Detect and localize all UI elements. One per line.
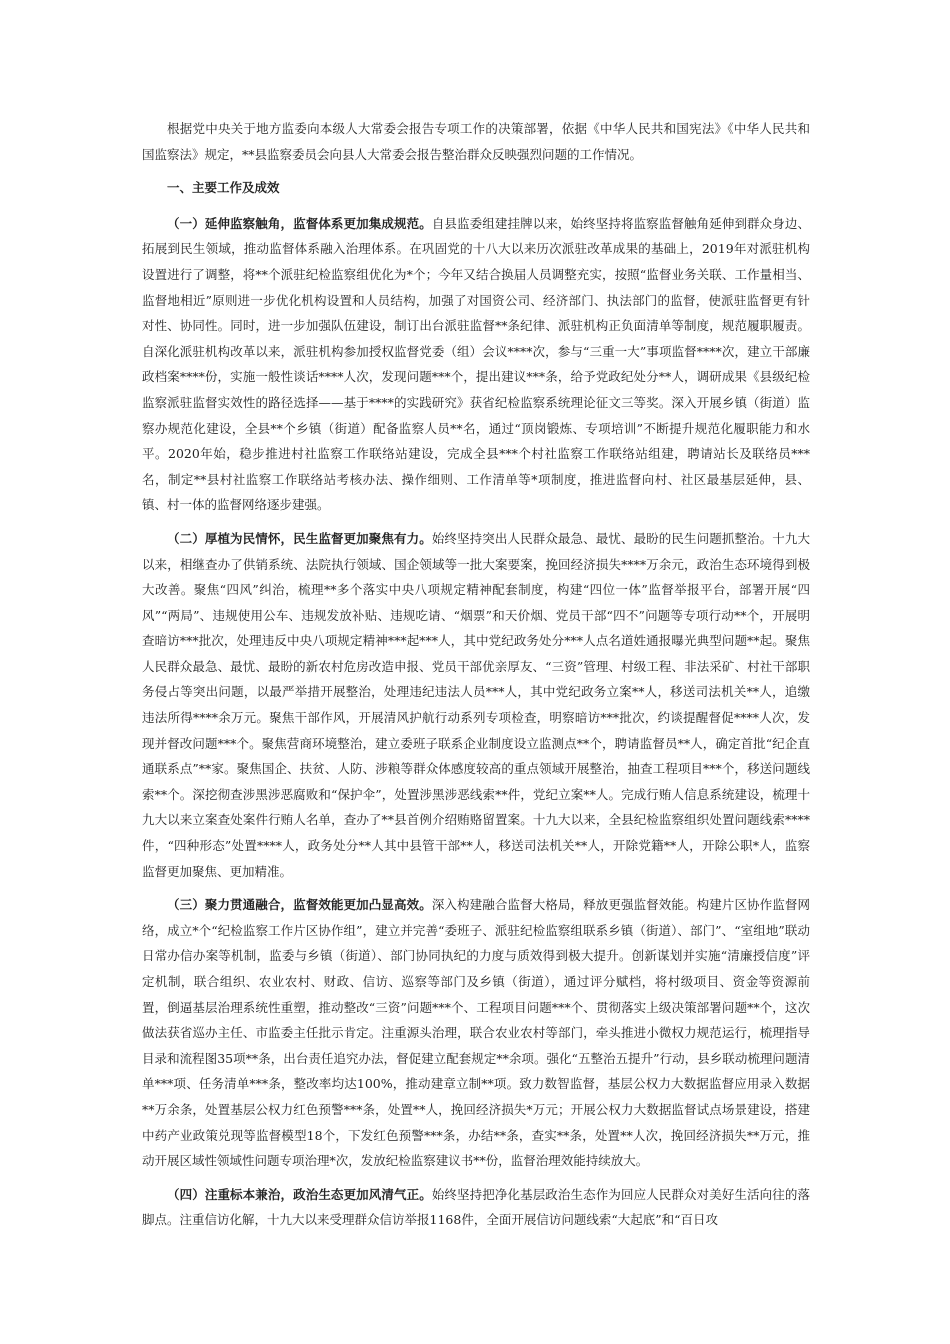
subsection-paragraph-2 xyxy=(142,526,810,884)
document-body xyxy=(142,116,810,1241)
subsection-body-4: 始终坚持把净化基层政治生态作为回应人民群众对美好生活向往的落脚点。注重信访化解，十九大以来受理群众信访举报1168件，全面开展信访问题线索“大起底”和“百日攻 xyxy=(142,1186,810,1228)
subsection-title-2: （二）厚植为民情怀，民生监督更加聚焦有力。 xyxy=(167,530,432,546)
subsection-title-4: （四）注重标本兼治，政治生态更加风清气正。 xyxy=(167,1186,432,1202)
subsection-body-3: 深入构建融合监督大格局，释放更强监督效能。构建片区协作监督网络，成立*个“纪检监察工作片区协作组”，建立并完善“委班子、派驻纪检监察组联系乡镇（街道）、部门”、“室组地”联动日常办信办案等机制，监委与乡镇（街道）、部门协同执纪的力度与质效得到极大提升。创新谋划并实施“清廉授信度”评定机制，联合组织、农业农村、财政、信访、巡察等部门及乡镇（街道），通过评分赋档，将村级项目、资金等资源前置，倒逼基层治理系统性重塑，推动整改“三资”问题***个、工程项目问题***个、贯彻落实上级决策部署问题**个，这次做法获省巡办主任、市监委主任批示肯定。注重源头治理，联合农业农村等部门，牵头推进小微权力规范运行，梳理指导目录和流程图35项**条，出台责任追究办法，督促建立配套规定**余项。强化“五整治五提升”行动，县乡联动梳理问题清单***项、任务清单***条，整改率均达100%，推动建章立制**项。致力数智监督，基层公权力大数据监督应用录入数据**万余条，处置基层公权力红色预警***条，处置**人，挽回经济损失*万元；开展公权力大数据监督试点场景建设，搭建中药产业政策兑现等监督模型18个，下发红色预警***条，办结**条，查实**条，处置**人次，挽回经济损失**万元，推动开展区域性领域性问题专项治理*次，发放纪检监察建议书**份，监督治理效能持续放大。 xyxy=(142,897,810,1169)
subsection-title-1: （一）延伸监察触角，监督体系更加集成规范。 xyxy=(167,215,432,231)
section-heading: 一、主要工作及成效 xyxy=(167,180,280,196)
subsection-paragraph-3 xyxy=(142,892,810,1174)
subsection-body-2: 始终坚持突出人民群众最急、最忧、最盼的民生问题抓整治。十九大以来，相继查办了供销系统、法院执行领域、国企领域等一批大案要案，挽回经济损失****万余元，政治生态环境得到极大改善。聚焦“四风”纠治，梳理**多个落实中央八项规定精神配套制度，构建“四位一体”监督举报平台，部署开展“四风”“两局”、违规使用公车、违规发放补贴、违规吃请、“烟票”和天价烟、党员干部“四不”问题等专项行动**个，开展明查暗访***批次，处理违反中央八项规定精神***起***人，其中党纪政务处分***人点名道姓通报曝光典型问题**起。聚焦人民群众最急、最忧、最盼的新农村危房改造申报、党员干部优亲厚友、“三资”管理、村级工程、非法采矿、村社干部职务侵占等突出问题，以最严举措开展整治，处理违纪违法人员***人，其中党纪政务立案**人，移送司法机关**人，追缴违法所得****余万元。聚焦干部作风，开展清风护航行动系列专项检查，明察暗访***批次，约谈提醒督促****人次，发现并督改问题***个。聚焦营商环境整治，建立委班子联系企业制度设立监测点**个，聘请监督员**人，确定首批“纪企直通联系点”**家。聚焦国企、扶贫、人防、涉粮等群众体感度较高的重点领域开展整治，抽查工程项目***个，移送问题线索**个。深挖彻查涉黑涉恶腐败和“保护伞”，处置涉黑涉恶线索**件，党纪立案**人。完成行贿人信息系统建设，梳理十九大以来立案查处案件行贿人名单，查办了**县首例介绍贿赂留置案。十九大以来，全县纪检监察组织处置问题线索****件，“四种形态”处置****人，政务处分**人其中县管干部**人，移送司法机关**人，开除党籍**人，开除公职*人，监察监督更加聚焦、更加精准。 xyxy=(142,530,810,879)
intro-paragraph: 根据党中央关于地方监委向本级人大常委会报告专项工作的决策部署，依据《中华人民共和国宪法》《中华人民共和国监察法》规定，**县监察委员会向县人大常委会报告整治群众反映强烈问题的工作情况。 xyxy=(142,121,810,162)
subsection-paragraph-4 xyxy=(142,1182,810,1233)
subsection-title-3: （三）聚力贯通融合，监督效能更加凸显高效。 xyxy=(167,897,432,913)
subsection-paragraph-1 xyxy=(142,211,810,518)
subsection-body-1: 自县监委组建挂牌以来，始终坚持将监察监督触角延伸到群众身边、拓展到民生领域，推动监督体系融入治理体系。在巩固党的十八大以来历次派驻改革成果的基础上，2019年对派驻机构设置进行了调整，将**个派驻纪检监察组优化为*个；今年又结合换届人员调整充实，按照“监督业务关联、工作量相当、监督地相近”原则进一步优化机构设置和人员结构，加强了对国资公司、经济部门、执法部门的监督，使派驻监督更有针对性、协同性。同时，进一步加强队伍建设，制订出台派驻监督**条纪律、派驻机构正负面清单等制度，规范履职履责。自深化派驻机构改革以来，派驻机构参加授权监督党委（组）会议****次，参与“三重一大”事项监督****次，建立干部廉政档案****份，实施一般性谈话****人次，发现问题***个，提出建议***条，给予党政纪处分**人，调研成果《县级纪检监察派驻监督实效性的路径选择——基于****的实践研究》获省纪检监察系统理论征文三等奖。深入开展乡镇（街道）监察办规范化建设，全县**个乡镇（街道）配备监察人员**名，通过“顶岗锻炼、专项培训”不断提升规范化履职能力和水平。2020年始，稳步推进村社监察工作联络站建设，完成全县***个村社监察工作联络站组建，聘请站长及联络员***名，制定**县村社监察工作联络站考核办法、操作细则、工作清单等*项制度，推进监督向村、社区最基层延伸，县、镇、村一体的监督网络逐步建强。 xyxy=(142,215,810,513)
